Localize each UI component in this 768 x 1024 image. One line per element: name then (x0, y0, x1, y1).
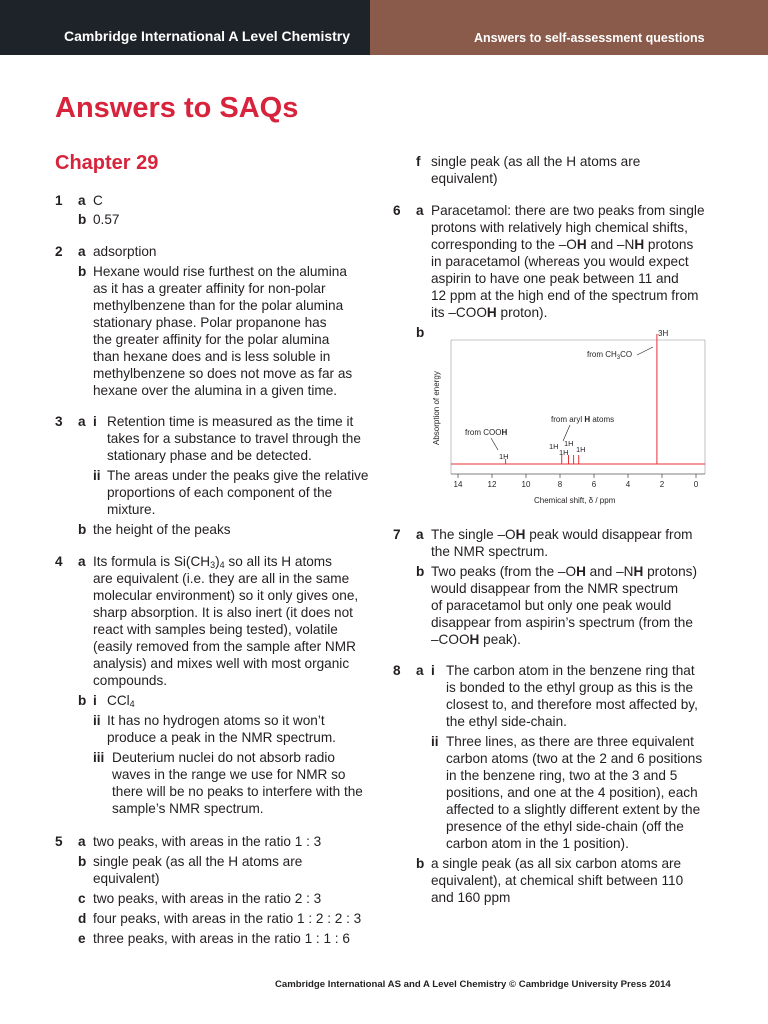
cooh-peak-label: from COOH (465, 428, 508, 437)
part-letter: a (416, 527, 424, 542)
aryl-count-1: 1H (549, 442, 559, 451)
chapter-heading: Chapter 29 (55, 152, 159, 174)
answer-text: single peak (as all the H atoms are (93, 854, 303, 869)
answer-text: the greater affinity for the polar alumina (93, 332, 330, 347)
subpart-label: i (93, 414, 97, 429)
aryl-count-4: 1H (576, 445, 586, 454)
page-header (0, 0, 768, 55)
ch3-leader-line (637, 347, 653, 355)
part-letter: a (416, 203, 424, 218)
answer-text: and 160 ppm (431, 890, 511, 905)
question-2 (55, 243, 375, 399)
part-letter: b (78, 212, 87, 227)
x-tick-label: 10 (521, 480, 531, 489)
answer-text: sharp absorption. It is also inert (it does not (93, 605, 353, 620)
subpart-label: i (93, 693, 97, 708)
part-letter: b (416, 325, 425, 340)
answer-text: molecular environment) so it only gives one, (93, 588, 359, 603)
answer-text: presence of the ethyl side-chain (off the (446, 819, 684, 834)
answer-text: protons with relatively high chemical shifts, (431, 220, 688, 235)
y-axis-label: Absorption of energy (432, 371, 441, 445)
answer-text: is bonded to the ethyl group as this is the (446, 680, 694, 695)
answer-text: its –COOH proton). (431, 305, 548, 320)
answer-text: the ethyl side-chain. (446, 714, 567, 729)
part-letter: b (416, 564, 425, 579)
part-letter: b (78, 264, 87, 279)
question-5 (55, 833, 375, 947)
answer-text: are equivalent (i.e. they are all in the same (93, 571, 350, 586)
answer-text: single peak (as all the H atoms are (431, 154, 641, 169)
x-tick-group (454, 474, 699, 489)
answer-text: hexane over the alumina in a given time. (93, 383, 338, 398)
answer-text: three peaks, with areas in the ratio 1 : 1 : 6 (93, 931, 350, 946)
header-book-title: Cambridge International A Level Chemistry (64, 28, 351, 44)
question-number: 5 (55, 834, 63, 849)
question-5-continued (393, 153, 723, 187)
question-number: 1 (55, 193, 63, 208)
question-number: 3 (55, 414, 63, 429)
x-tick-label: 2 (659, 480, 665, 489)
answer-text: The areas under the peaks give the relative (107, 468, 369, 483)
answer-text: disappear from aspirin’s spectrum (from the (431, 615, 693, 630)
header-book-title-band (0, 0, 370, 55)
question-6 (393, 202, 723, 341)
subpart-label: iii (93, 750, 105, 765)
answer-text: as it has a greater affinity for non-polar (93, 281, 326, 296)
answer-text: aspirin to have one peak between 11 and (431, 271, 679, 286)
answer-text: (easily removed from the sample after NMR (93, 639, 356, 654)
part-letter: a (416, 663, 424, 678)
answer-text: carbon atoms (two at the 2 and 6 positions (446, 751, 703, 766)
answer-text: corresponding to the –OH and –NH protons (431, 237, 694, 252)
header-section-title: Answers to self-assessment questions (474, 31, 705, 45)
cooh-peak-count: 1H (499, 452, 509, 461)
answer-text: Hexane would rise furthest on the alumina (93, 264, 347, 279)
answer-text: sample’s NMR spectrum. (112, 801, 264, 816)
question-number: 8 (393, 663, 401, 678)
answer-text: –COOH peak). (431, 632, 521, 647)
question-number: 6 (393, 203, 401, 218)
answer-text: two peaks, with areas in the ratio 1 : 3 (93, 834, 322, 849)
answer-text: equivalent), at chemical shift between 110 (431, 873, 684, 888)
x-tick-label: 8 (557, 480, 563, 489)
part-letter: e (78, 931, 86, 946)
answer-text: in paracetamol (whereas you would expect (431, 254, 689, 269)
question-4 (55, 553, 375, 817)
answer-text: would disappear from the NMR spectrum (431, 581, 679, 596)
answer-text: in the benzene ring, two at the 3 and 5 (446, 768, 678, 783)
answer-text: waves in the range we use for NMR so (112, 767, 346, 782)
nmr-spectrum-chart (425, 325, 715, 510)
x-tick-label: 12 (487, 480, 497, 489)
part-letter: b (78, 854, 87, 869)
answer-text: 0.57 (93, 212, 120, 227)
answer-text: two peaks, with areas in the ratio 2 : 3 (93, 891, 322, 906)
answer-text: a single peak (as all six carbon atoms are (431, 856, 682, 871)
part-letter: a (78, 193, 86, 208)
x-tick-label: 0 (693, 480, 699, 489)
aryl-peak-label: from aryl H atoms (551, 415, 615, 424)
x-tick-label: 14 (453, 480, 463, 489)
answer-text: C (93, 193, 103, 208)
page-title: Answers to SAQs (55, 92, 299, 124)
answer-text: Paracetamol: there are two peaks from single (431, 203, 705, 218)
subpart-label: i (431, 663, 435, 678)
x-tick-label: 4 (625, 480, 631, 489)
answer-text: Deuterium nuclei do not absorb radio (112, 750, 335, 765)
header-section-band (370, 0, 768, 55)
answer-text: of paracetamol but only one peak would (431, 598, 672, 613)
part-letter: a (78, 414, 86, 429)
question-number: 2 (55, 244, 63, 259)
answer-text: the height of the peaks (93, 522, 231, 537)
answer-text: than hexane does and is less soluble in (93, 349, 331, 364)
part-letter: a (78, 244, 86, 259)
subpart-label: ii (93, 468, 101, 483)
subpart-label: ii (431, 734, 439, 749)
answer-text: analysis) and mixes well with most organic (93, 656, 350, 671)
answer-text: compounds. (93, 673, 168, 688)
ch3-peak-count: 3H (658, 329, 669, 338)
answer-text: equivalent) (93, 871, 160, 886)
aryl-count-2: 1H (564, 439, 574, 448)
part-letter: d (78, 911, 87, 926)
ch3-peak-label: from $CH_3CO$ (587, 350, 633, 361)
part-letter: a (78, 554, 86, 569)
question-7 (393, 526, 723, 648)
part-letter: b (78, 693, 87, 708)
answer-text: mixture. (107, 502, 156, 517)
cooh-leader-line (491, 438, 498, 450)
part-letter: f (416, 154, 421, 169)
part-letter: a (78, 834, 86, 849)
answer-text: equivalent) (431, 171, 498, 186)
question-3 (55, 413, 375, 538)
aryl-count-3: 1H (559, 448, 569, 457)
answer-text: stationary phase and be detected. (107, 448, 312, 463)
answer-text: Two peaks (from the –OH and –NH protons) (431, 564, 697, 579)
question-8 (393, 662, 723, 906)
answer-text: produce a peak in the NMR spectrum. (107, 730, 336, 745)
answer-text: methylbenzene than for the polar alumina (93, 298, 344, 313)
answer-text: the NMR spectrum. (431, 544, 549, 559)
answer-text: closest to, and therefore most affected by, (446, 697, 698, 712)
question-1 (55, 192, 375, 228)
answer-text: react with samples being tested), volatile (93, 622, 338, 637)
answer-text: The carbon atom in the benzene ring that (446, 663, 695, 678)
answer-text: The single –OH peak would disappear from (431, 527, 693, 542)
answer-text: It has no hydrogen atoms so it won’t (107, 713, 325, 728)
answer-text: takes for a substance to travel through the (107, 431, 361, 446)
question-number: 4 (55, 554, 63, 569)
x-axis-label: Chemical shift, δ / ppm (534, 496, 616, 505)
answer-text: positions, and one at the 4 position), each (446, 785, 698, 800)
answer-text: adsorption (93, 244, 157, 259)
answer-text: Its formula is $Si(CH_3)_4$ so all its H atoms (93, 554, 332, 570)
part-letter: b (78, 522, 87, 537)
answer-text: affected to a slightly different extent by the (446, 802, 701, 817)
answer-text: Retention time is measured as the time it (107, 414, 354, 429)
page-footer: Cambridge International AS and A Level Chemistry © Cambridge University Press 2014 (275, 979, 671, 990)
question-number: 7 (393, 527, 401, 542)
answer-text: proportions of each component of the (107, 485, 333, 500)
answer-text: methylbenzene so does not move as far as (93, 366, 353, 381)
answer-text: 12 ppm at the high end of the spectrum from (431, 288, 699, 303)
answer-text: carbon atom in the 1 position). (446, 836, 629, 851)
answer-text: stationary phase. Polar propanone has (93, 315, 327, 330)
answer-text: Three lines, as there are three equivalent (446, 734, 694, 749)
x-tick-label: 6 (591, 480, 597, 489)
part-letter: b (416, 856, 425, 871)
answer-text: four peaks, with areas in the ratio 1 : 2 : 2 : 3 (93, 911, 362, 926)
subpart-label: ii (93, 713, 101, 728)
answer-text: there will be no peaks to interfere with the (112, 784, 363, 799)
answer-text: CCl$_4$ (107, 693, 135, 709)
part-letter: c (78, 891, 86, 906)
